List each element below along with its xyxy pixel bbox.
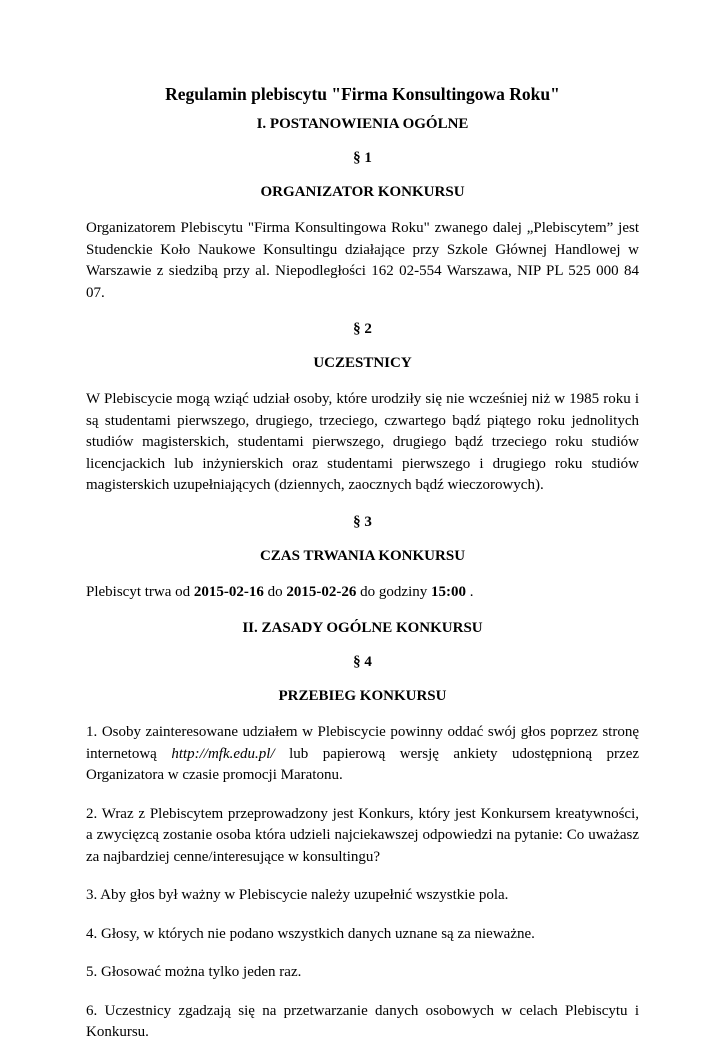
paragraph-sign-3: § 3 — [353, 513, 372, 530]
section-heading-course: PRZEBIEG KONKURSU — [278, 688, 447, 704]
rule-1-text-a: 1. Osoby zainteresowane udziałem w Plebiscycie powinny oddać swój głos poprzez stronę internetową — [86, 724, 639, 762]
paragraph-sign-4: § 4 — [353, 654, 372, 670]
rule-2: 2. Wraz z Plebiscytem przeprowadzony jest Konkurs, który jest Konkursem kreatywności, a zwycięzcą zostanie osoba która udzieli najciekawszej odpowiedzi na pytanie: Co uważasz za najbardziej cenne/interesujące w konsultingu? — [86, 805, 639, 865]
duration-text-d: . — [465, 583, 474, 600]
date-to: 2015-02-26 — [286, 583, 357, 600]
duration-text-c: do godziny — [356, 583, 431, 600]
section-heading-organizer: ORGANIZATOR KONKURSU — [260, 184, 465, 200]
rule-1-text-b: lub papierową wersję ankiety udostępnioną przez Organizatora w czasie promocji Maratonu. — [86, 745, 640, 783]
paragraph-sign-1: § 1 — [353, 150, 372, 166]
date-from: 2015-02-16 — [193, 583, 264, 600]
section-heading-participants: UCZESTNICY — [313, 355, 412, 371]
duration-text-b: do — [263, 583, 287, 600]
part-1-heading: I. POSTANOWIENIA OGÓLNE — [256, 116, 469, 132]
section-heading-duration: CZAS TRWANIA KONKURSU — [259, 547, 466, 564]
document-page — [86, 84, 639, 1061]
part-2-heading: II. ZASADY OGÓLNE KONKURSU — [242, 620, 483, 636]
duration-text-a: Plebiscyt trwa od — [86, 583, 194, 600]
website-link[interactable]: http://mfk.edu.pl/ — [171, 745, 275, 762]
rule-4: 4. Głosy, w których nie podano wszystkich danych uznane są za nieważne. — [86, 925, 535, 942]
duration-text — [86, 582, 639, 604]
rule-5: 5. Głosować można tylko jeden raz. — [86, 964, 302, 980]
end-hour: 15:00 — [430, 583, 466, 600]
document-title: Regulamin plebiscytu "Firma Konsultingowa Roku" — [165, 84, 560, 104]
paragraph-sign-2: § 2 — [353, 321, 372, 337]
participants-text: W Plebiscycie mogą wziąć udział osoby, które urodziły się nie wcześniej niż w 1985 roku i są studentami pierwszego, drugiego, trzeciego, czwartego bądź piątego roku jednolitych studiów magisterskich, studentami pierwszego, drugiego bądź trzeciego roku studiów licencjackich lub inżynierskich oraz studentami pierwszego i drugiego roku studiów magisterskich uzupełniających (dziennych, zaocznych bądź wieczorowych). — [86, 391, 639, 493]
rule-3: 3. Aby głos był ważny w Plebiscycie należy uzupełnić wszystkie pola. — [86, 887, 509, 903]
rule-1 — [86, 722, 639, 787]
organizer-text: Organizatorem Plebiscytu "Firma Konsultingowa Roku" zwanego dalej „Plebiscytem” jest Studenckie Koło Naukowe Konsultingu działające przy Szkole Głównej Handlowej w Warszawie z siedzibą przy al. Niepodległości 162 02-554 Warszawa, NIP PL 525 000 84 07. — [86, 220, 639, 301]
rule-6: 6. Uczestnicy zgadzają się na przetwarzanie danych osobowych w celach Plebiscytu i Konkursu. — [86, 1002, 639, 1040]
